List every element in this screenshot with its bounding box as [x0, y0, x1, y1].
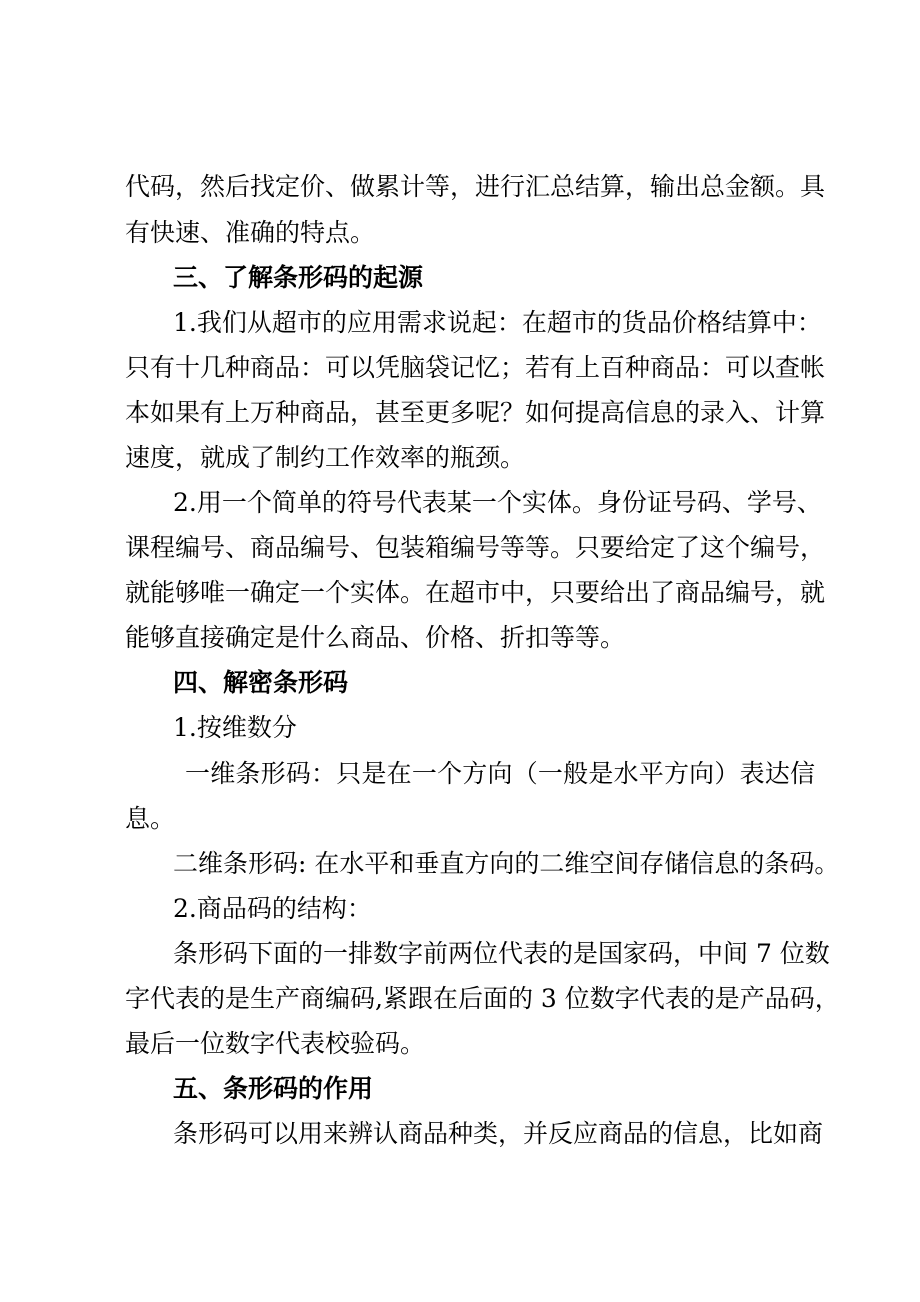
- paragraph-line: 代码，然后找定价、做累计等，进行汇总结算，输出总金额。具: [125, 172, 826, 201]
- paragraph-line: 最后一位数字代表校验码。: [125, 1029, 426, 1058]
- paragraph-line: 字代表的是生产商编码,紧跟在后面的 3 位数字代表的是产品码，: [125, 984, 840, 1013]
- section-heading-5: 五、条形码的作用: [173, 1074, 374, 1103]
- paragraph-line: 速度，就成了制约工作效率的瓶颈。: [125, 443, 526, 472]
- section-heading-3: 三、了解条形码的起源: [173, 263, 424, 292]
- paragraph-line: 条形码可以用来辨认商品种类，并反应商品的信息，比如商: [173, 1119, 824, 1148]
- paragraph-line: 2.商品码的结构：: [173, 894, 372, 923]
- paragraph-line: 就能够唯一确定一个实体。在超市中，只要给出了商品编号，就: [125, 578, 826, 607]
- paragraph-line: 二维条形码: 在水平和垂直方向的二维空间存储信息的条码。: [173, 849, 840, 878]
- paragraph-line: 1.按维数分: [173, 713, 297, 742]
- paragraph-line: 息。: [125, 804, 176, 833]
- paragraph-line: 能够直接确定是什么商品、价格、折扣等等。: [125, 623, 626, 652]
- paragraph-line: 1.我们从超市的应用需求说起：在超市的货品价格结算中：: [173, 308, 822, 337]
- paragraph-line: 本如果有上万种商品，甚至更多呢？如何提高信息的录入、计算: [125, 398, 826, 427]
- paragraph-line: 条形码下面的一排数字前两位代表的是国家码，中间 7 位数: [173, 939, 830, 968]
- paragraph-line: 课程编号、商品编号、包装箱编号等等。只要给定了这个编号，: [125, 533, 826, 562]
- paragraph-line: 2.用一个简单的符号代表某一个实体。身份证号码、学号、: [173, 488, 822, 517]
- paragraph-line: 只有十几种商品：可以凭脑袋记忆；若有上百种商品：可以查帐: [125, 353, 826, 382]
- section-heading-4: 四、解密条形码: [173, 668, 349, 697]
- paragraph-line: 有快速、准确的特点。: [125, 218, 376, 247]
- paragraph-line: 一维条形码：只是在一个方向（一般是水平方向）表达信: [185, 759, 815, 788]
